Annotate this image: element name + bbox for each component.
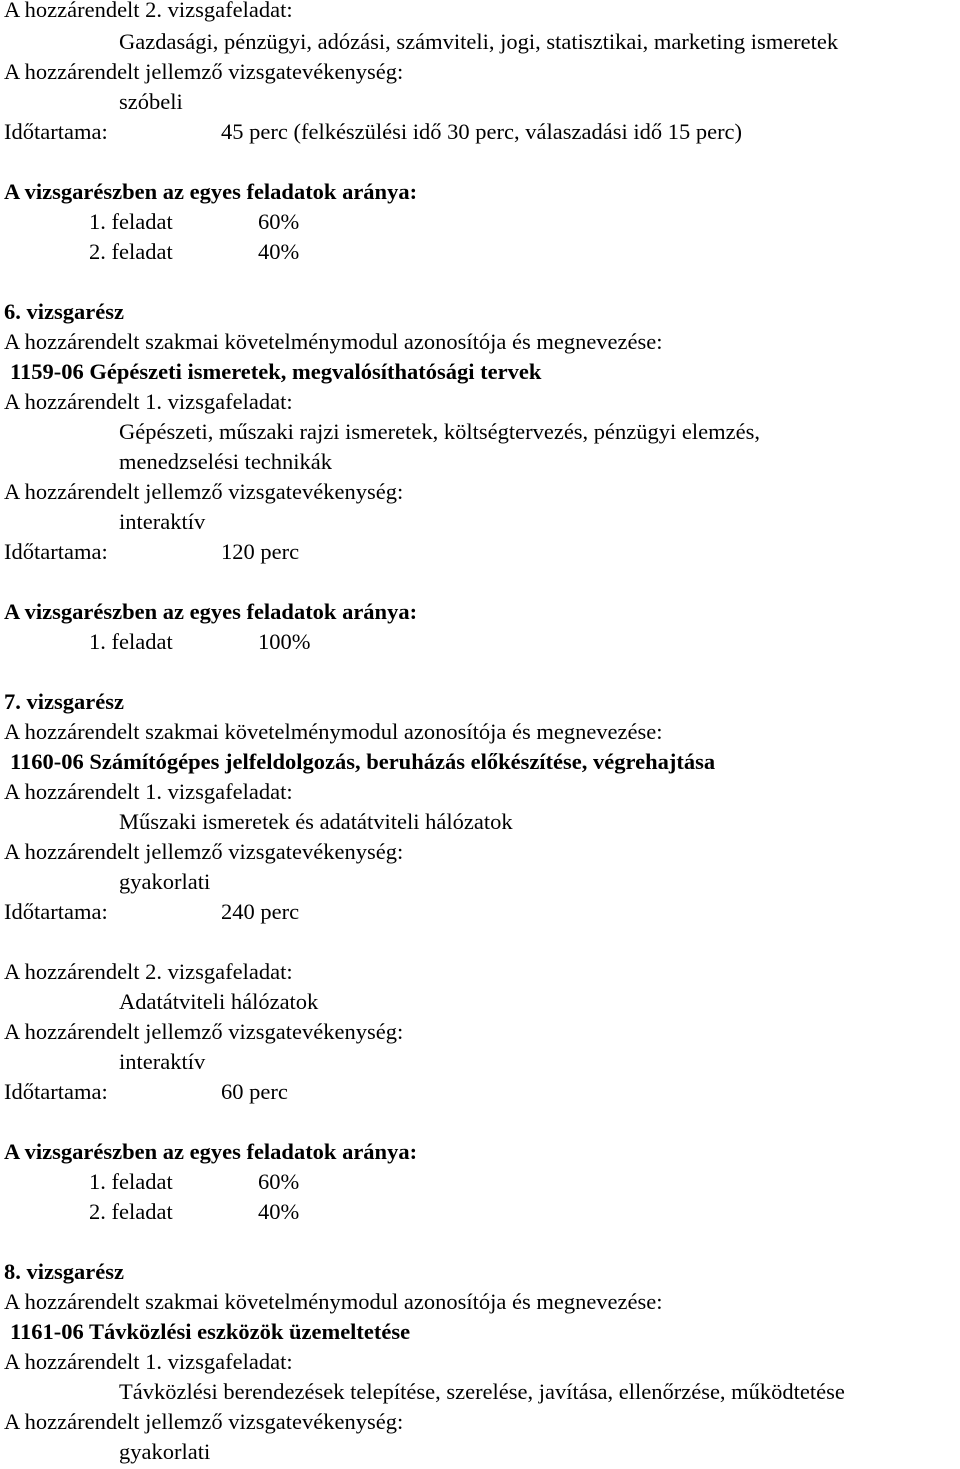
- activity-value: szóbeli: [119, 89, 183, 114]
- activity-value: interaktív: [119, 509, 206, 534]
- activity-heading: A hozzárendelt jellemző vizsgatevékenység:: [4, 479, 404, 504]
- duration-value: 45 perc (felkészülési idő 30 perc, válaszadási idő 15 perc): [221, 119, 743, 144]
- section-heading-6: 6. vizsgarész: [4, 299, 124, 324]
- duration-value: 60 perc: [221, 1079, 288, 1104]
- activity-value: interaktív: [119, 1049, 206, 1074]
- task-ratio-percent: 40%: [258, 239, 300, 264]
- task-ratio-item: 1. feladat: [89, 629, 173, 654]
- assigned-task-heading: A hozzárendelt 1. vizsgafeladat:: [4, 1349, 293, 1374]
- task-description: Adatátviteli hálózatok: [119, 989, 319, 1014]
- task-ratio-item: 2. feladat: [89, 1199, 173, 1224]
- task-ratio-percent: 40%: [258, 1199, 300, 1224]
- module-title: 1160-06 Számítógépes jelfeldolgozás, beruházás előkészítése, végrehajtása: [10, 749, 716, 774]
- task-ratio-heading: A vizsgarészben az egyes feladatok aránya:: [4, 179, 418, 204]
- module-title: 1161-06 Távközlési eszközök üzemeltetése: [10, 1319, 411, 1344]
- assigned-task-heading: A hozzárendelt 1. vizsgafeladat:: [4, 389, 293, 414]
- duration-value: 120 perc: [221, 539, 300, 564]
- task-description-continued: menedzselési technikák: [119, 449, 333, 474]
- task-ratio-percent: 60%: [258, 1169, 300, 1194]
- activity-heading: A hozzárendelt jellemző vizsgatevékenység:: [4, 1019, 404, 1044]
- task-ratio-item: 1. feladat: [89, 1169, 173, 1194]
- module-heading: A hozzárendelt szakmai követelménymodul azonosítója és megnevezése:: [4, 329, 663, 354]
- activity-heading: A hozzárendelt jellemző vizsgatevékenység:: [4, 59, 404, 84]
- module-heading: A hozzárendelt szakmai követelménymodul azonosítója és megnevezése:: [4, 719, 663, 744]
- module-heading: A hozzárendelt szakmai követelménymodul azonosítója és megnevezése:: [4, 1289, 663, 1314]
- assigned-task-heading: A hozzárendelt 2. vizsgafeladat:: [4, 959, 293, 984]
- activity-heading: A hozzárendelt jellemző vizsgatevékenység:: [4, 1409, 404, 1434]
- duration-label: Időtartama:: [4, 1079, 108, 1104]
- task-ratio-item: 2. feladat: [89, 239, 173, 264]
- duration-label: Időtartama:: [4, 899, 108, 924]
- task-ratio-percent: 100%: [258, 629, 311, 654]
- task-ratio-item: 1. feladat: [89, 209, 173, 234]
- task-ratio-heading: A vizsgarészben az egyes feladatok aránya:: [4, 599, 418, 624]
- duration-label: Időtartama:: [4, 539, 108, 564]
- task-description: Műszaki ismeretek és adatátviteli hálózatok: [119, 809, 513, 834]
- section-heading-8: 8. vizsgarész: [4, 1259, 124, 1284]
- section-heading-7: 7. vizsgarész: [4, 689, 124, 714]
- activity-value: gyakorlati: [119, 869, 211, 894]
- duration-value: 240 perc: [221, 899, 300, 924]
- task-description: Távközlési berendezések telepítése, szerelése, javítása, ellenőrzése, működtetése: [119, 1379, 845, 1404]
- activity-value: gyakorlati: [119, 1439, 211, 1464]
- duration-label: Időtartama:: [4, 119, 108, 144]
- module-title: 1159-06 Gépészeti ismeretek, megvalósíthatósági tervek: [10, 359, 542, 384]
- task-description: Gépészeti, műszaki rajzi ismeretek, költségtervezés, pénzügyi elemzés,: [119, 419, 760, 444]
- task-ratio-heading: A vizsgarészben az egyes feladatok aránya:: [4, 1139, 418, 1164]
- assigned-task-heading: A hozzárendelt 2. vizsgafeladat:: [4, 0, 293, 22]
- assigned-task-heading: A hozzárendelt 1. vizsgafeladat:: [4, 779, 293, 804]
- activity-heading: A hozzárendelt jellemző vizsgatevékenység:: [4, 839, 404, 864]
- task-ratio-percent: 60%: [258, 209, 300, 234]
- task-description: Gazdasági, pénzügyi, adózási, számviteli, jogi, statisztikai, marketing ismeretek: [119, 29, 839, 54]
